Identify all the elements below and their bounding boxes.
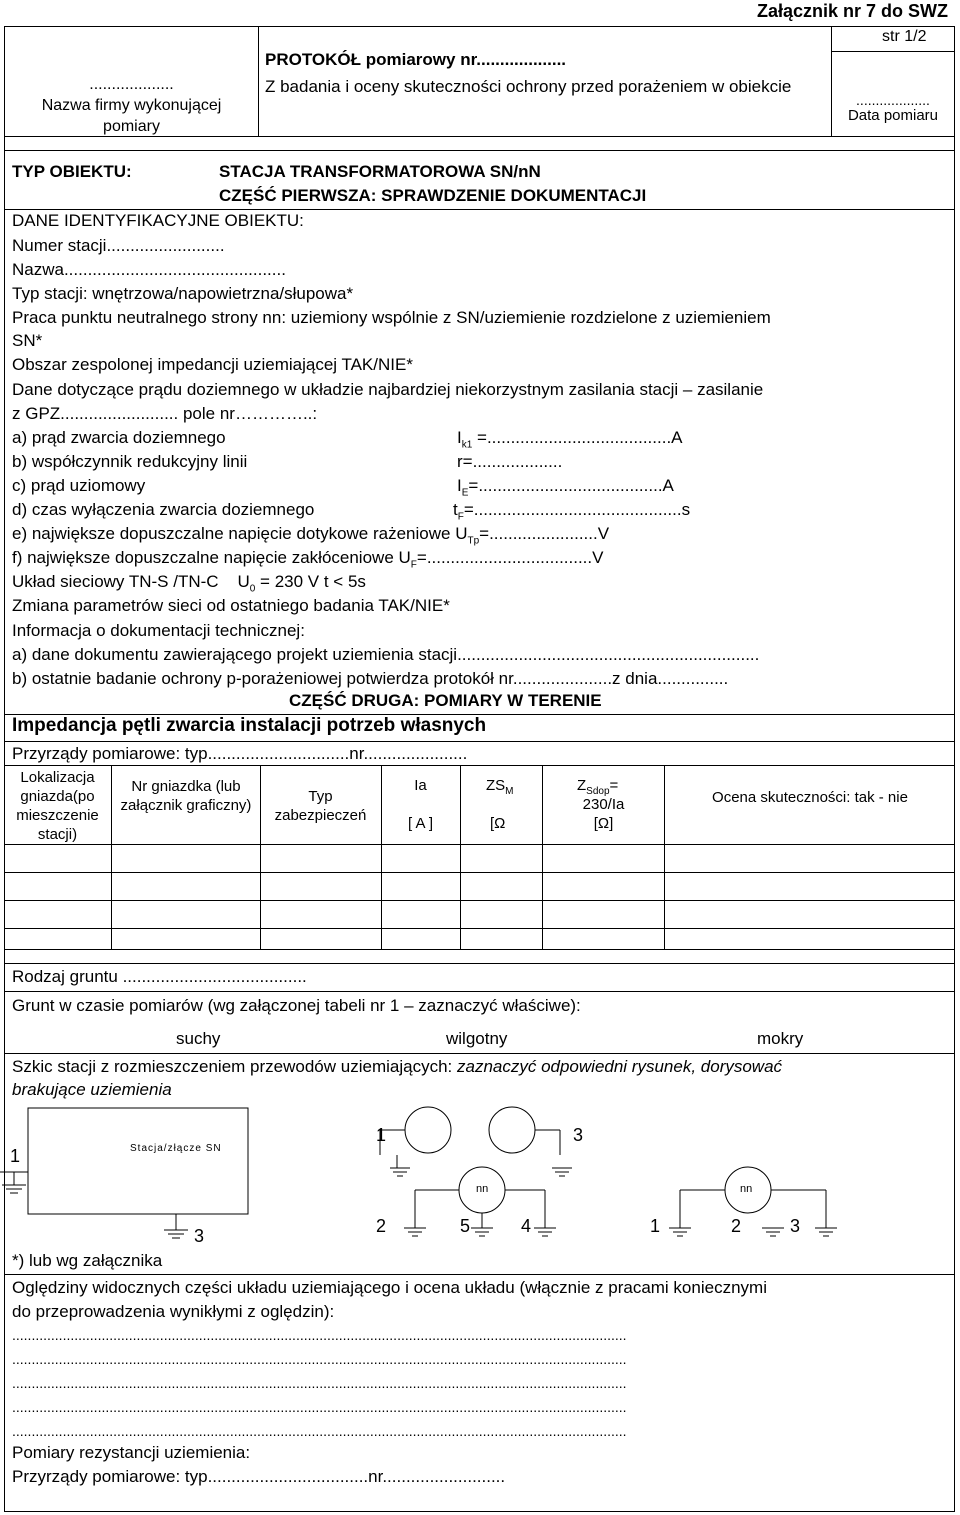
neutral-point-cont: SN* [12,331,43,350]
soil-wet: wilgotny [446,1029,508,1048]
station-box-label: Stacja/złącze SN [130,1143,222,1154]
object-type-label: TYP OBIEKTU: [12,162,132,181]
date-label: Data pomiaru [847,107,939,124]
annex-note: *) lub wg załącznika [12,1251,163,1270]
d2-label-4: 4 [521,1216,532,1236]
col-zsdop: $Z_{Sdop}=$ [577,777,619,797]
blank-line-5: .............................................................................................................................................................. [12,1423,627,1439]
fault-current-label: a) prąd zwarcia doziemnego [12,428,226,447]
blank-line-1: .............................................................................................................................................................. [12,1327,627,1343]
d1-label-3: 3 [194,1226,205,1246]
protocol-title: PROTOKÓŁ pomiarowy nr................... [265,50,567,69]
station-name: Nazwa............................................... [12,260,286,279]
col-location: Lokalizacja gniazda(po mieszczenie stacji) [16,769,99,843]
object-type-value: STACJA TRANSFORMATOROWA SN/nN [219,162,541,181]
clear-time-value: $t_F=............................................s$ [453,500,691,523]
soil-kind: Rodzaj gruntu ....................................... [12,967,307,986]
network-system: Układ sieciowy TN-S /TN-C $U_0 = 230$ V t < 5s [12,572,366,595]
col-socket-number: Nr gniazdka (lub załącznik graficzny) [120,778,252,814]
docs-item-a: a) dane dokumentu zawierającego projekt uziemienia stacji................................................................ [12,645,760,664]
d2-label-1: 1 [376,1125,387,1145]
sketch-instruction-cont: brakujące uziemienia [12,1080,172,1099]
soil-state: Grunt w czasie pomiarów (wg załączonej tabeli nr 1 – zaznaczyć właściwe): [12,996,581,1015]
earth-current-label: c) prąd uziomowy [12,476,146,495]
protocol-subtitle: Z badania i oceny skuteczności ochrony przed porażeniem w obiekcie [265,77,792,96]
col-ia-unit: [ A ] [407,815,434,832]
part2-title: CZĘŚĆ DRUGA: POMIARY W TERENIE [289,691,602,710]
touch-voltage: e) największe dopuszczalne napięcie dotykowe rażeniowe $U_{Tp}=.......................V$ [12,524,610,547]
page-number: str 1/2 [882,28,927,45]
col-zs: $ZS_M$ [486,777,514,797]
blank-line-4: .............................................................................................................................................................. [12,1399,627,1415]
instruments-line: Przyrządy pomiarowe: typ..............................nr...................... [12,744,468,763]
grounding-sketch [0,1100,960,1250]
instruments-line-2: Przyrządy pomiarowe: typ..................................nr.......................... [12,1467,506,1486]
visual-inspection-cont: do przeprowadzenia wynikłymi z oględzin): [12,1302,335,1321]
col-zsdop-unit: [Ω] [593,815,614,832]
soil-dry: suchy [176,1029,221,1048]
docs-item-b: b) ostatnie badanie ochrony p-porażeniowej potwierdza protokół nr.....................z dnia............... [12,669,729,688]
reduction-factor-label: b) współczynnik redukcyjny linii [12,452,248,471]
d2-label-nn: nn [476,1183,489,1195]
earth-current-value: $I_E=.......................................A$ [457,476,674,499]
soil-moist: mokry [757,1029,804,1048]
date-dots: ................... [856,92,930,108]
station-number: Numer stacji......................... [12,236,225,255]
col-ia: Ia [414,777,427,794]
firm-dots: ................... [89,76,174,93]
interference-voltage: f) największe dopuszczalne napięcie zakłóceniowe $U_F=...................................V$ [12,548,604,571]
parameter-change: Zmiana parametrów sieci od ostatniego badania TAK/NIE* [12,596,450,615]
fault-current-value: $I_{k1} =.......................................A$ [457,428,683,451]
clear-time-label: d) czas wyłączenia zwarcia doziemnego [12,500,315,519]
neutral-point: Praca punktu neutralnego strony nn: uziemiony wspólnie z SN/uziemienie rozdzielone z uziemieniem [12,308,771,327]
part1-title: CZĘŚĆ PIERWSZA: SPRAWDZENIE DOKUMENTACJI [219,186,647,205]
technical-docs-heading: Informacja o dokumentacji technicznej: [12,621,305,640]
d2-label-3: 3 [573,1125,584,1145]
blank-line-2: .............................................................................................................................................................. [12,1351,627,1367]
d2-label-2: 2 [376,1216,387,1236]
station-type: Typ stacji: wnętrzowa/napowietrzna/słupowa* [12,284,354,303]
d2-label-5: 5 [460,1216,471,1236]
resistance-heading: Pomiary rezystancji uziemienia: [12,1443,251,1462]
sketch-instruction: Szkic stacji z rozmieszczeniem przewodów uziemiających: zaznaczyć odpowiedni rysunek, dorysować [12,1057,783,1076]
gpz-field: z GPZ......................... pole nr…………..: [12,404,318,423]
firm-label: Nazwa firmy wykonującej pomiary [41,97,222,135]
attachment-label: Załącznik nr 7 do SWZ [756,1,948,21]
col-zs-unit: [Ω [490,815,506,832]
d3-label-nn: nn [740,1183,753,1195]
d3-label-1: 1 [650,1216,661,1236]
reduction-factor-value: r=................... [457,452,563,471]
col-zsdop-formula: 230/Ia [582,796,625,813]
visual-inspection: Oględziny widocznych części układu uziemiającego i ocena układu (włącznie z pracami koniecznymi [12,1278,767,1297]
col-protection-type: Typ zabezpieczeń [274,788,367,824]
d3-label-3: 3 [790,1216,801,1236]
impedance-area: Obszar zespolonej impedancji uziemiającej TAK/NIE* [12,355,413,374]
loop-impedance-heading: Impedancja pętli zwarcia instalacji potrzeb własnych [12,715,487,736]
col-assessment: Ocena skuteczności: tak - nie [712,789,908,806]
earth-current-data: Dane dotyczące prądu doziemnego w układzie najbardziej niekorzystnym zasilania stacji – zasilanie [12,380,764,399]
d3-label-2: 2 [731,1216,742,1236]
blank-line-3: .............................................................................................................................................................. [12,1375,627,1391]
d1-label-1: 1 [10,1146,21,1166]
identification-heading: DANE IDENTYFIKACYJNE OBIEKTU: [12,211,304,230]
